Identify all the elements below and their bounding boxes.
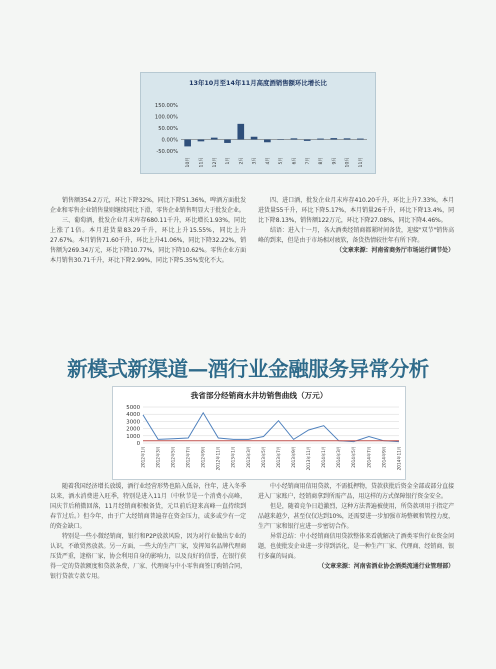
chart-title: 13年10月至14年11月高度酒销售额环比增长比 — [189, 79, 327, 87]
x-tick-label: 9月 — [332, 157, 338, 165]
x-tick-label: 10月 — [186, 157, 192, 168]
paragraph: 销售额354.2万元，环比下降32%，同比下降51.36%，啤酒方面批发企业和零售企业销售量则继续同比下滑，零售企业销售明显大于批发企业。 — [50, 197, 246, 214]
bar — [198, 140, 205, 142]
chart-sales-curve — [112, 386, 406, 480]
chart-monthly-growth-svg — [141, 73, 375, 173]
paragraph: 结语：进入十一月，各大酒类经销商都紧时间备货，迎接"双节"销售高峰的到来，但是由于市场相对疲软，备货热情较往年有所下降。 — [258, 227, 454, 244]
x-tick-label: 11月 — [199, 157, 205, 168]
x-tick-label: 11月 — [358, 157, 364, 168]
x-tick-label: 3月 — [252, 157, 258, 165]
bar — [304, 140, 311, 141]
bar — [184, 140, 191, 147]
bar — [344, 138, 351, 139]
bar — [264, 140, 271, 143]
x-tick-label: 2012年9月 — [200, 446, 206, 468]
x-tick-label: 2014年3月 — [336, 446, 342, 468]
y-tick-label: 5000 — [126, 405, 140, 411]
paragraph: 随着我国经济增长放缓，酒行业经营形势也陷入低谷，往年，进入冬季以来，酒水消费进入旺季，特别是进入11月（中秋节是一个消费小高峰，国庆节后稍微回落，11月经销商积极备货，元旦前后迎来高峰一直持续到春节过后。）但今年，由于广大经销商普遍存在资金压力，或多或少有一定的资金缺口。 — [50, 483, 246, 530]
x-tick-label: 2012年7月 — [185, 446, 191, 468]
y-tick-label: 150.00% — [154, 103, 178, 109]
x-tick-label: 2014年5月 — [351, 446, 357, 468]
series-line — [143, 413, 399, 442]
y-tick-label: 1000 — [126, 433, 140, 440]
chart-sales-curve-svg — [113, 387, 405, 479]
y-tick-label: -50.00% — [156, 149, 178, 155]
x-tick-label: 2月 — [239, 157, 245, 165]
article-headline: 新模式新渠道—酒行业金融服务异常分析 — [67, 357, 429, 381]
x-tick-label: 2013年3月 — [245, 446, 251, 468]
article-source: （文章来源：河南省商务厅市场运行调节处） — [335, 247, 454, 254]
x-tick-label: 2013年1月 — [230, 446, 236, 468]
chart-title: 我省部分经销商水井坊销售曲线（万元） — [190, 391, 328, 400]
bar — [224, 140, 231, 143]
article-source: （文章来源：河南省酒业协会酒类流通行业管理部） — [318, 563, 454, 570]
y-tick-label: 4000 — [126, 412, 140, 419]
bar — [291, 138, 298, 139]
y-tick-label: 100.00% — [154, 114, 178, 121]
bar — [317, 139, 324, 140]
x-tick-label: 7月 — [305, 157, 311, 165]
chart-monthly-growth — [140, 72, 376, 174]
x-tick-label: 5月 — [279, 157, 285, 165]
bar — [237, 124, 244, 140]
paragraph: 三、葡萄酒，批发企业月末库存680.11千升，环比增长1.93%，同比上涨了1倍。本月进货量83.29千升，环比上升15.55%，同比上升27.67%。本月销售71.60千升，环比上升41.06%，同比下降32.22%，销售额为269.34万元，环比下降10.77%，同比下降10.62%。零售企业方面本月销售30.71千升，环比下降2.99%，同比下降5.35%变化不大。 — [50, 217, 246, 264]
x-tick-label: 2014年11月 — [396, 446, 402, 471]
x-tick-label: 4月 — [265, 157, 271, 165]
x-tick-label: 6月 — [292, 157, 298, 165]
bar — [251, 137, 258, 140]
x-tick-label: 2012年5月 — [170, 446, 176, 468]
x-tick-label: 1月 — [226, 157, 232, 165]
bar — [211, 138, 218, 140]
paragraph: 四、进口酒，批发企业月末库存410.20千升，环比上升7.33%，本月进货量55千升，环比下降5.17%，本月销量26千升，环比下降13.4%，同比下降8.13%，销售额122万元，环比下降27.08%，同比下降4.46%。 — [258, 197, 454, 224]
y-tick-label: 50.00% — [158, 126, 178, 132]
paragraph: 中小经销商用信用贷款，不需抵押物，贷款获批后资金全部或部分直接进入厂家账户，经销商拿到所需产品，用这样的方式保障银行资金安全。 — [258, 483, 454, 500]
article-column-left-top — [50, 196, 246, 266]
x-tick-label: 2012年1月 — [140, 446, 146, 468]
bar — [357, 139, 364, 140]
paragraph: 异常总结：中小经销商信用贷款整体来看就解决了酒类零售行业资金问题，也使批发企业进一步得到活化，是一种生产厂家、代理商、经销商、银行多赢的局面。 — [258, 533, 454, 560]
y-tick-label: 2000 — [126, 426, 140, 433]
y-tick-label: 0 — [136, 441, 140, 447]
x-tick-label: 10月 — [345, 157, 351, 168]
article-column-left-bottom — [50, 482, 246, 582]
paragraph: 特别是一些小微经销商，银行和P2P放款风险，因为对行业做出专业的认识，不敢贸然放款。另一方面，一些大的生产厂家，发挥知名品牌代理商压货严重，迷格厂家，协会利用自身的影响力，以及良好的信誉，在银行获得一定的贷款额度和贷款条费，厂家、代理商与中小零售商签订购销合同，银行贷款专款专用。 — [50, 533, 246, 580]
x-tick-label: 8月 — [319, 157, 325, 165]
y-tick-label: 0.00% — [161, 137, 178, 144]
bar — [330, 138, 337, 139]
x-tick-label: 2014年9月 — [381, 446, 387, 468]
article-column-right-top — [258, 196, 454, 256]
x-tick-label: 2013年11月 — [306, 446, 312, 471]
x-tick-label: 2013年7月 — [275, 446, 281, 468]
article-column-right-bottom — [258, 482, 454, 572]
x-tick-label: 2012年3月 — [155, 446, 161, 468]
x-tick-label: 2012年11月 — [215, 446, 221, 471]
x-tick-label: 2014年1月 — [321, 446, 327, 468]
x-tick-label: 2013年5月 — [260, 446, 266, 468]
paragraph: 但是，随着竞争日趋激烈，这种方法普遍被使用，所贷款项用于指定产品越来越少，甚至仅仅达到10%，还需要进一步加强市场整顿和管控力度，生产厂家和银行应进一步密切合作。 — [258, 503, 454, 530]
x-tick-label: 2013年9月 — [290, 446, 296, 468]
y-tick-label: 3000 — [126, 419, 140, 426]
x-tick-label: 2014年7月 — [366, 446, 372, 468]
x-tick-label: 12月 — [212, 157, 218, 168]
